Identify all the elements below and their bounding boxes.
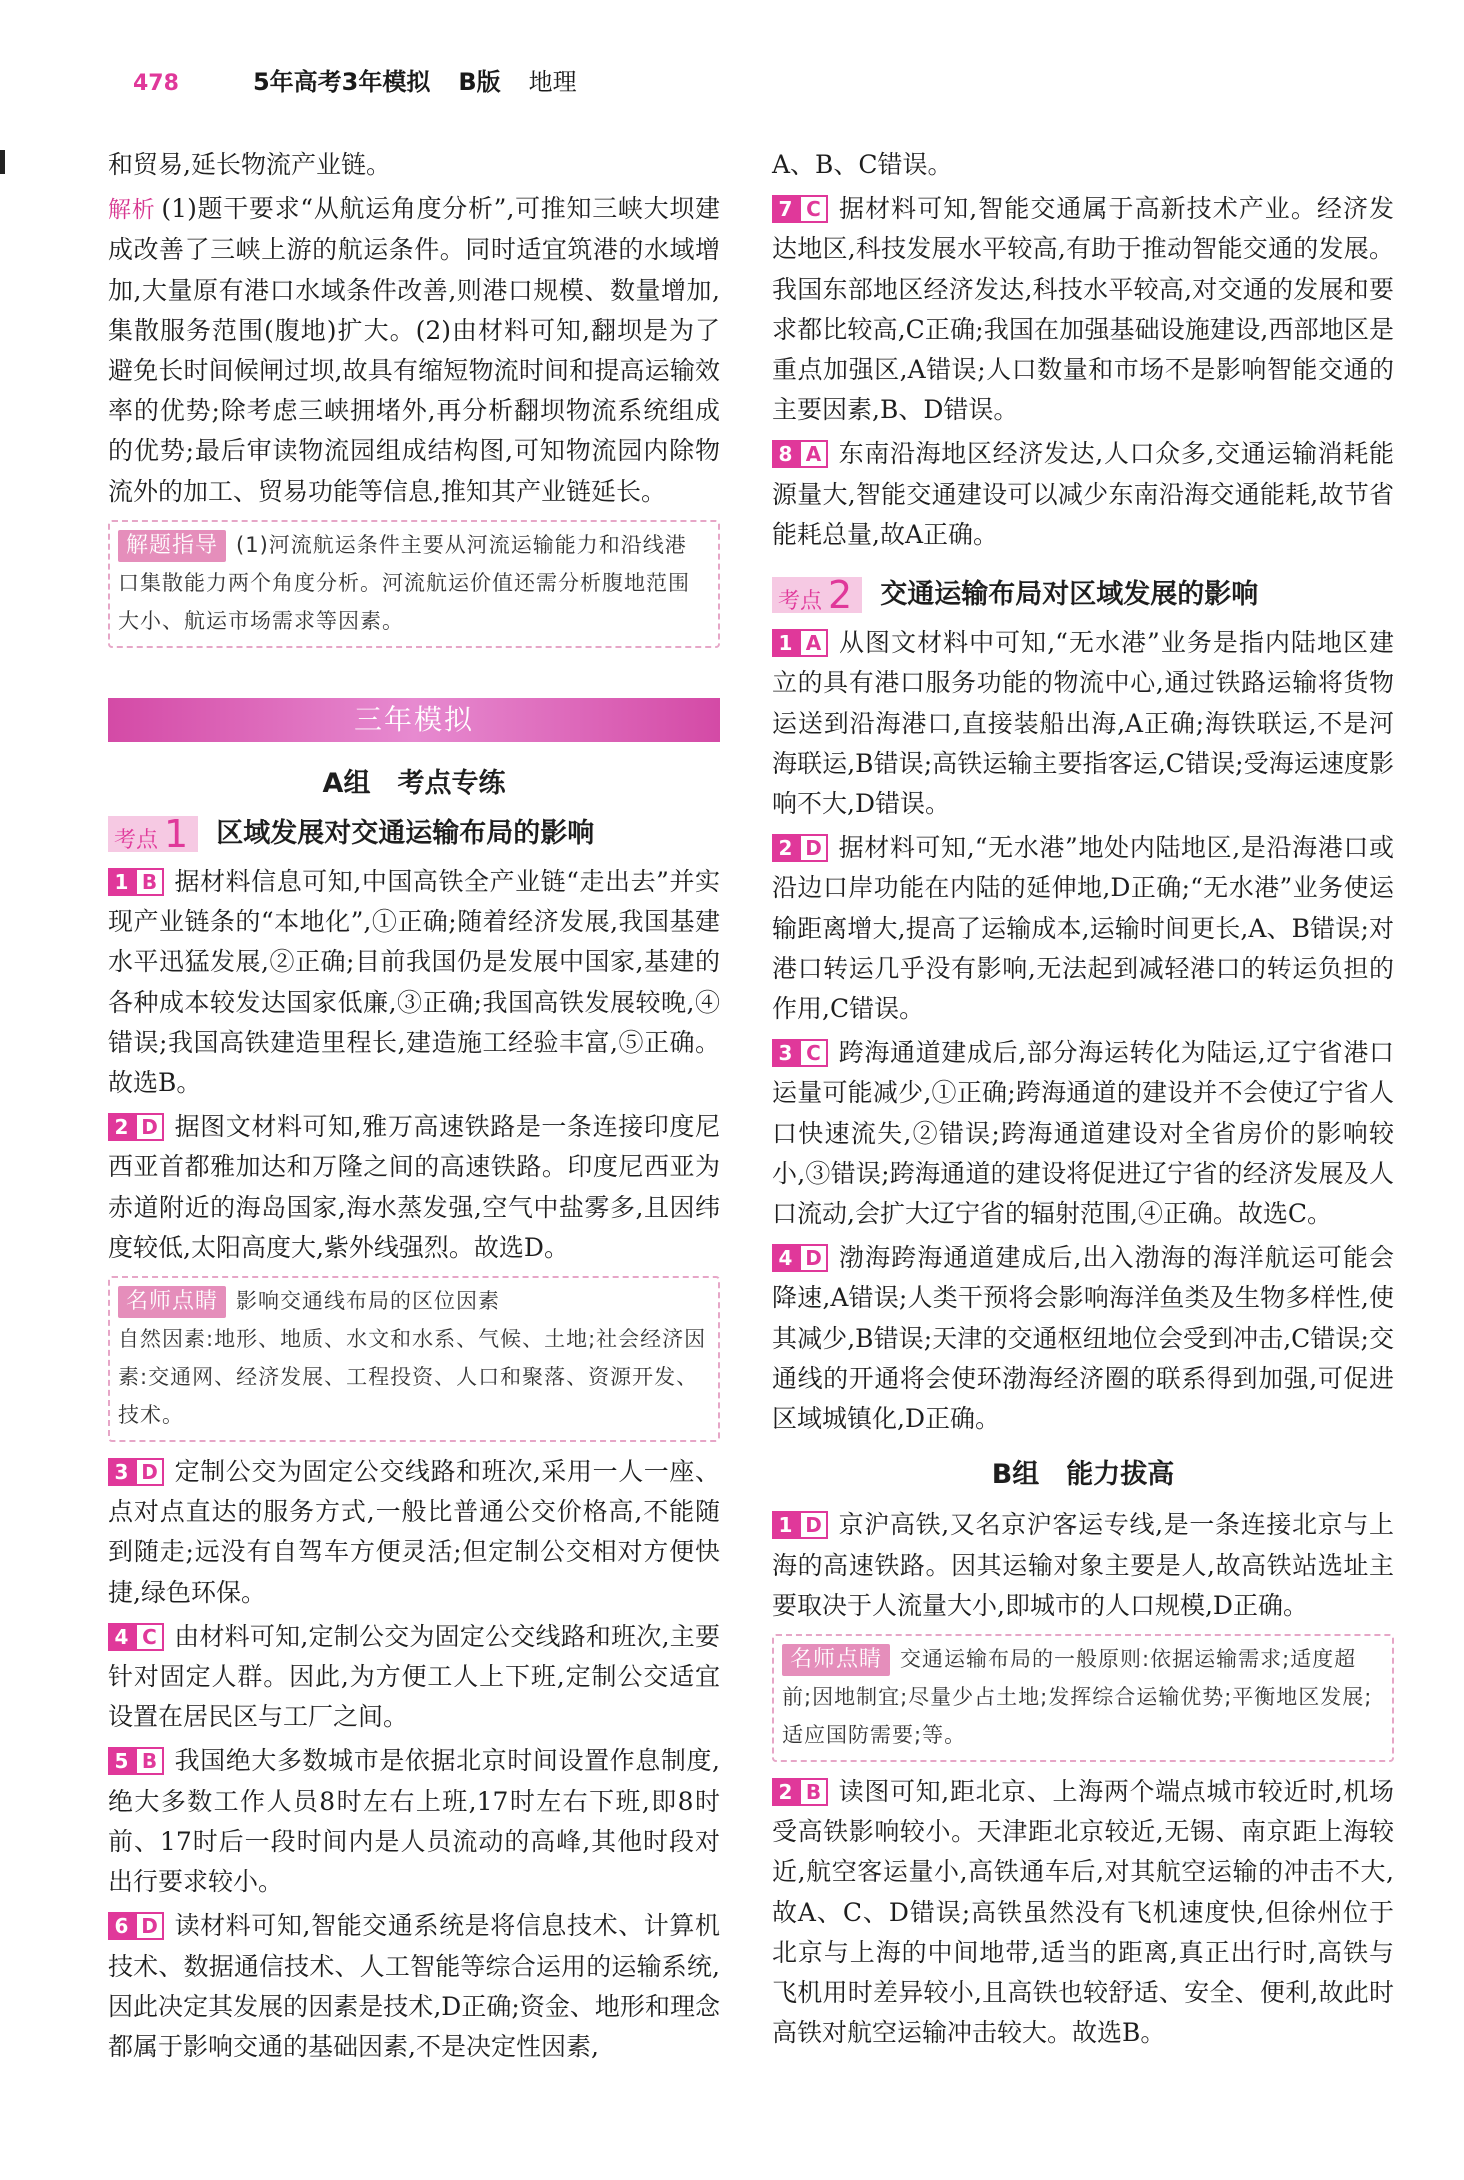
answer-text: 据图文材料可知,雅万高速铁路是一条连接印度尼西亚首都雅加达和万隆之间的高速铁路。印度尼西亚为赤道附近的海岛国家,海水蒸发强,空气中盐雾多,且因纬度较低,太阳高度大,紫外线强烈。故选D。: [108, 1112, 720, 1262]
answer-badge: [108, 1113, 164, 1141]
answer-badge: [108, 1623, 164, 1651]
answer-text: 读材料可知,智能交通系统是将信息技术、计算机技术、数据通信技术、人工智能等综合运用的运输系统,因此决定其发展的因素是技术,D正确;资金、地形和理念都属于影响交通的基础因素,不是决定性因素,: [108, 1911, 720, 2061]
group-b-title: B组 能力拔高: [991, 1459, 1175, 1491]
answer-letter: C: [135, 1623, 164, 1651]
tip-box-teacher: [108, 1276, 720, 1442]
continued-text: A、B、C错误。: [772, 150, 953, 179]
analysis-label: 解析: [108, 197, 156, 224]
answer-text: 定制公交为固定公交线路和班次,采用一人一座、点对点直达的服务方式,一般比普通公交价格高,不能随到随走;远没有自驾车方便灵活;但定制公交相对方便快捷,绿色环保。: [108, 1457, 720, 1607]
topic-tag-number: 1: [164, 811, 189, 856]
tip-text: 自然因素:地形、地质、水文和水系、气候、土地;社会经济因素:交通网、经济发展、工程投资、人口和聚落、资源开发、技术。: [118, 1327, 707, 1428]
book-edition: B版: [458, 68, 501, 96]
tip-box-teacher: [772, 1634, 1394, 1762]
question-number: 4: [108, 1623, 135, 1651]
continued-text: 和贸易,延长物流产业链。: [108, 150, 391, 179]
answer-letter: D: [135, 1113, 164, 1141]
left-column: [108, 145, 720, 2071]
question-number: 2: [772, 834, 799, 862]
question-number: 5: [108, 1747, 135, 1775]
answer-item: [772, 828, 1394, 1029]
answer-badge: [772, 195, 828, 223]
question-number: 6: [108, 1912, 135, 1940]
answer-text: 东南沿海地区经济发达,人口众多,交通运输消耗能源量大,智能交通建设可以减少东南沿海交通能耗,故节省能耗总量,故A正确。: [772, 439, 1394, 549]
answer-badge: [108, 1912, 164, 1940]
tip-text: 交通运输布局的一般原则:依据运输需求;适度超前;因地制宜;尽量少占土地;发挥综合运输优势;平衡地区发展;适应国防需要;等。: [782, 1646, 1373, 1747]
answer-text: 渤海跨海通道建成后,出入渤海的海洋航运可能会降速,A错误;人类干预将会影响海洋鱼类及生物多样性,使其减少,B错误;天津的交通枢纽地位会受到冲击,C错误;交通线的开通将会使环渤海经济圈的联系得到加强,可促进区域城镇化,D正确。: [772, 1243, 1394, 1434]
answer-item: [108, 1741, 720, 1902]
answer-badge: [772, 1511, 828, 1539]
topic-tag-label: 考点: [778, 589, 823, 615]
topic-title: 区域发展对交通运输布局的影响: [216, 817, 595, 849]
answer-badge: [772, 440, 828, 468]
answer-letter: D: [799, 834, 828, 862]
answer-badge: [772, 1778, 828, 1806]
topic-tag: [108, 811, 198, 856]
answer-letter: B: [135, 1747, 164, 1775]
answer-item: [772, 623, 1394, 824]
answer-item: [772, 434, 1394, 555]
topic-heading-1: [108, 811, 720, 856]
question-number: 3: [108, 1458, 135, 1486]
tip-label: 名师点睛: [782, 1644, 890, 1676]
group-a-title: A组 考点专练: [322, 767, 506, 799]
answer-badge: [772, 1244, 828, 1272]
answer-text: 据材料可知,“无水港”地处内陆地区,是沿海港口或沿边口岸功能在内陆的延伸地,D正确;“无水港”业务使运输距离增大,提高了运输成本,运输时间更长,A、B错误;对港口转运几乎没有影响,无法起到减轻港口的转运负担的作用,C错误。: [772, 833, 1394, 1024]
topic-tag: [772, 573, 862, 618]
topic-title: 交通运输布局对区域发展的影响: [880, 579, 1259, 611]
answer-text: 跨海通道建成后,部分海运转化为陆运,辽宁省港口运量可能减少,①正确;跨海通道的建设并不会使辽宁省人口快速流失,②错误;跨海通道建设对全省房价的影响较小,③错误;跨海通道的建设将促进辽宁省的经济发展及人口流动,会扩大辽宁省的辐射范围,④正确。故选C。: [772, 1038, 1394, 1229]
answer-item: [108, 1107, 720, 1268]
answer-text: 从图文材料中可知,“无水港”业务是指内陆地区建立的具有港口服务功能的物流中心,通过铁路运输将货物运送到沿海港口,直接装船出海,A正确;海铁联运,不是河海联运,B错误;高铁运输主要指客运,C错误;受海运速度影响不大,D错误。: [772, 628, 1394, 819]
question-number: 7: [772, 195, 799, 223]
question-number: 4: [772, 1244, 799, 1272]
tip-label: 名师点睛: [118, 1286, 226, 1318]
answer-item: [772, 1505, 1394, 1626]
answer-item: [108, 862, 720, 1103]
tip-heading: 影响交通线布局的区位因素: [236, 1289, 501, 1314]
answer-letter: C: [799, 1039, 828, 1067]
tip-text: (1)河流航运条件主要从河流运输能力和沿线港口集散能力两个角度分析。河流航运价值还需分析腹地范围大小、航运市场需求等因素。: [118, 532, 690, 633]
answer-letter: A: [799, 440, 828, 468]
question-number: 8: [772, 440, 799, 468]
answer-letter: D: [799, 1244, 828, 1272]
section-banner: 三年模拟: [108, 698, 720, 742]
analysis-text: (1)题干要求“从航运角度分析”,可推知三峡大坝建成改善了三峡上游的航运条件。同时适宜筑港的水域增加,大量原有港口水域条件改善,则港口规模、数量增加,集散服务范围(腹地)扩大。(2)由材料可知,翻坝是为了避免长时间候闸过坝,故具有缩短物流时间和提高运输效率的优势;除考虑三峡拥堵外,再分析翻坝物流系统组成的优势;最后审读物流园组成结构图,可知物流园内除物流外的加工、贸易功能等信息,推知其产业链延长。: [108, 194, 720, 506]
answer-text: 我国绝大多数城市是依据北京时间设置作息制度,绝大多数工作人员8时左右上班,17时左右下班,即8时前、17时后一段时间内是人员流动的高峰,其他时段对出行要求较小。: [108, 1746, 720, 1897]
question-number: 3: [772, 1039, 799, 1067]
answer-letter: D: [135, 1458, 164, 1486]
answer-letter: B: [135, 868, 164, 896]
tip-label: 解题指导: [118, 530, 226, 562]
answer-text: 据材料可知,智能交通属于高新技术产业。经济发达地区,科技发展水平较高,有助于推动智能交通的发展。我国东部地区经济发达,科技水平较高,对交通的发展和要求都比较高,C正确;我国在加强基础设施建设,西部地区是重点加强区,A错误;人口数量和市场不是影响智能交通的主要因素,B、D错误。: [772, 194, 1394, 425]
answer-text: 读图可知,距北京、上海两个端点城市较近时,机场受高铁影响较小。天津距北京较近,无锡、南京距上海较近,航空客运量小,高铁通车后,对其航空运输的冲击不大,故A、C、D错误;高铁虽然没有飞机速度快,但徐州位于北京与上海的中间地带,适当的距离,真正出行时,高铁与飞机用时差异较小,且高铁也较舒适、安全、便利,故此时高铁对航空运输冲击较大。故选B。: [772, 1776, 1394, 2048]
answer-text: 据材料信息可知,中国高铁全产业链“走出去”并实现产业链条的“本地化”,①正确;随着经济发展,我国基建水平迅猛发展,②正确;目前我国仍是发展中国家,基建的各种成本较发达国家低廉,③正确;我国高铁发展较晚,④错误;我国高铁建造里程长,建造施工经验丰富,⑤正确。故选B。: [108, 867, 720, 1098]
topic-tag-label: 考点: [114, 827, 159, 853]
page-header: [133, 62, 577, 102]
book-subject: 地理: [528, 68, 577, 96]
answer-item: [772, 1772, 1394, 2053]
question-number: 2: [108, 1113, 135, 1141]
answer-text: 京沪高铁,又名京沪客运专线,是一条连接北京与上海的高速铁路。因其运输对象主要是人,故高铁站选址主要取决于人流量大小,即城市的人口规模,D正确。: [772, 1510, 1394, 1620]
answer-text: 由材料可知,定制公交为固定公交线路和班次,主要针对固定人群。因此,为方便工人上下班,定制公交适宜设置在居民区与工厂之间。: [108, 1621, 720, 1732]
answer-badge: [772, 834, 828, 862]
answer-letter: C: [799, 195, 828, 223]
edge-mark: [0, 150, 5, 174]
answer-item: [108, 1906, 720, 2067]
question-number: 1: [772, 1511, 799, 1539]
answer-letter: D: [799, 1511, 828, 1539]
answer-item: [772, 189, 1394, 430]
answer-item: [108, 1452, 720, 1613]
page-number: 478: [133, 71, 179, 96]
answer-badge: [108, 1747, 164, 1775]
answer-letter: A: [799, 629, 828, 657]
question-number: 1: [108, 868, 135, 896]
question-number: 2: [772, 1778, 799, 1806]
right-column: [772, 145, 1394, 2057]
answer-letter: B: [799, 1778, 828, 1806]
answer-badge: [108, 868, 164, 896]
answer-item: [772, 1033, 1394, 1234]
book-series: 5年高考3年模拟: [252, 68, 431, 96]
question-number: 1: [772, 629, 799, 657]
answer-badge: [772, 629, 828, 657]
answer-badge: [108, 1458, 164, 1486]
topic-tag-number: 2: [828, 573, 853, 618]
answer-badge: [772, 1039, 828, 1067]
answer-item: [772, 1238, 1394, 1439]
topic-heading-2: [772, 573, 1394, 618]
tip-box-guide: [108, 520, 720, 648]
analysis-paragraph: [108, 189, 720, 512]
answer-letter: D: [135, 1912, 164, 1940]
answer-item: [108, 1617, 720, 1738]
